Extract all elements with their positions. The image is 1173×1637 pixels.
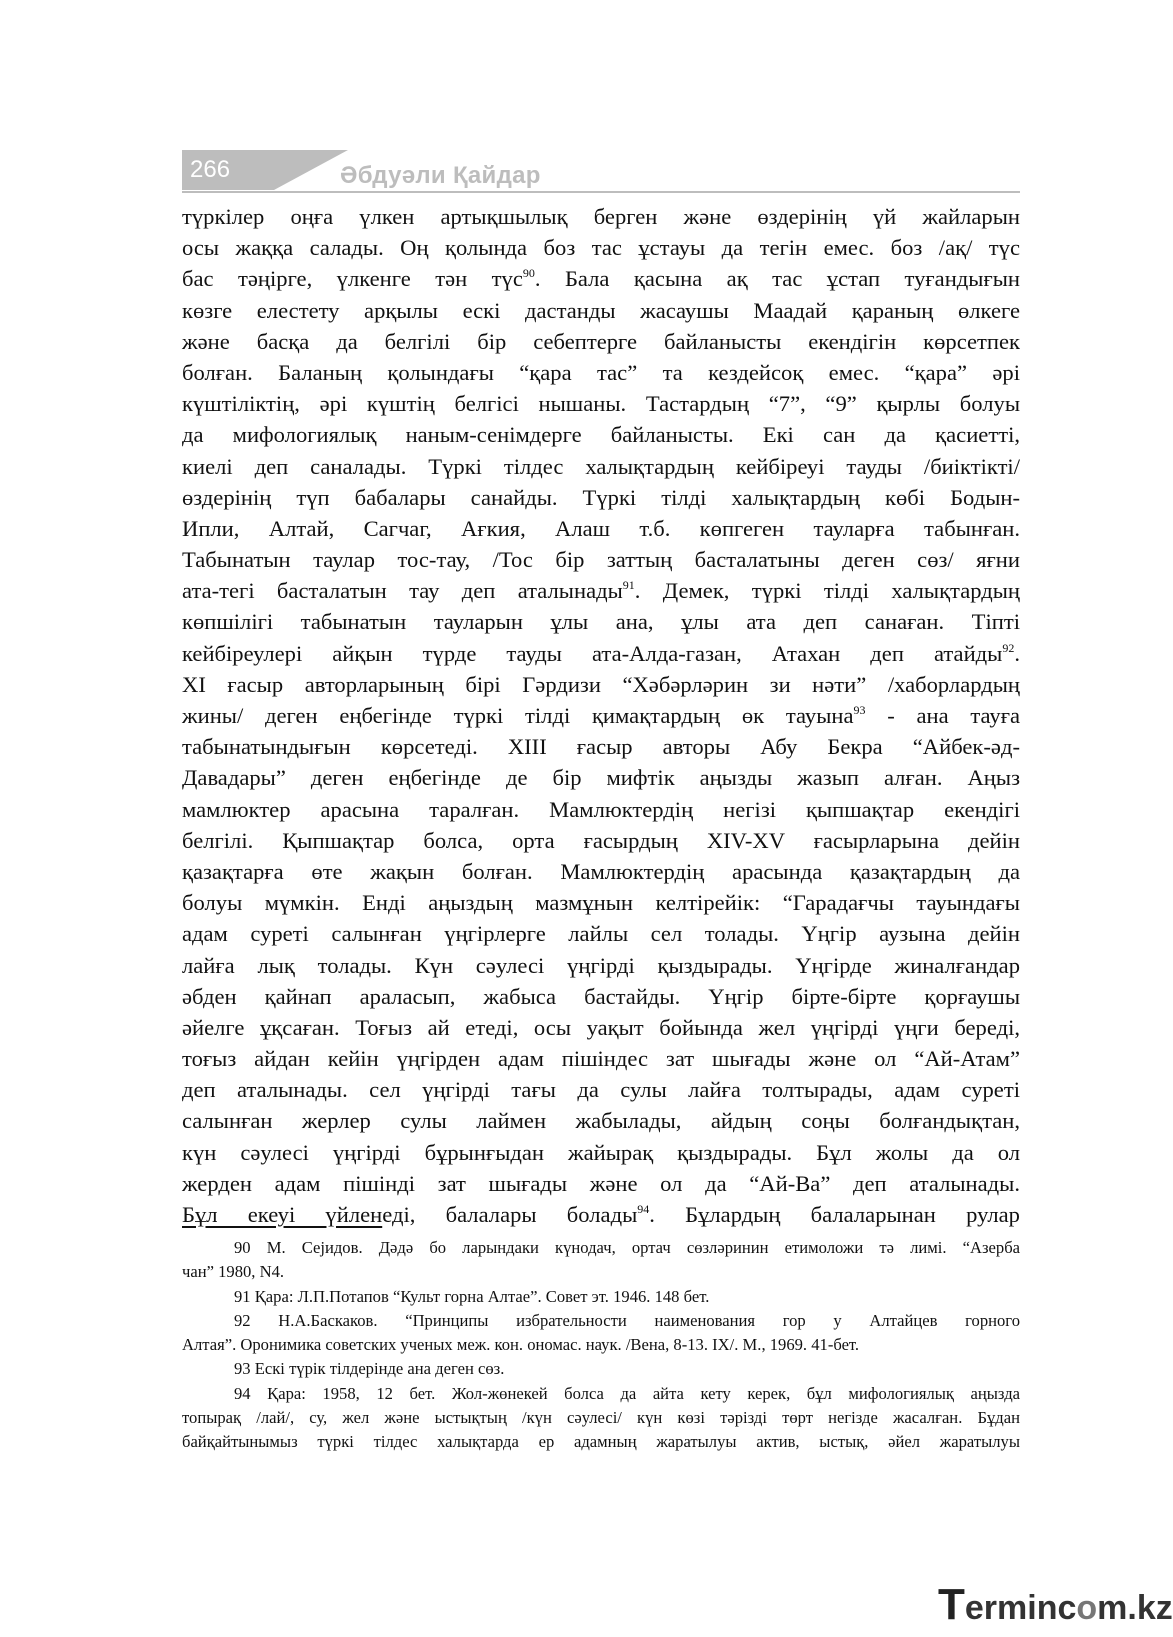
footnote-94-cont: байқайтынымыз түркі тілдес халықтарда ер адамның жаратылуы актив, ыстық, әйел жаратылуы	[182, 1432, 1020, 1452]
text-line: да мифологиялық наным-сенімдерге байланысты. Екі сан да қасиетті,	[182, 422, 1020, 448]
text-line: әбден қайнап араласып, жабыса бастайды. Үңгір бірте-бірте қорғаушы	[182, 983, 1020, 1009]
running-head-author: Әбдуәли Қайдар	[340, 162, 541, 189]
text-line: болған. Баланың қолындағы “қара тас” та кездейсоқ емес. “қара” әрі	[182, 359, 1020, 385]
text-line: Табынатын таулар тос-тау, /Тос бір заттың басталатыны деген сөз/ яғни	[182, 547, 1020, 573]
site-watermark: Termincom.kz	[938, 1580, 1173, 1629]
footnote-93: 93 Ескі түрік тілдерінде ана деген сөз.	[234, 1359, 505, 1379]
footnote-91: 91 Қара: Л.П.Потапов “Культ горна Алтае”. Совет эт. 1946. 148 бет.	[234, 1286, 710, 1306]
text-line: көзге елестету арқылы ескі дастанды жасаушы Маадай қараның өлкеге	[182, 297, 1020, 323]
text-line: бас тәңірге, үлкенге тән түс$^{90}$. Бала қасына ақ тас ұстап туғандығын	[182, 266, 1021, 292]
text-line: жерден адам пішінді зат шығады және ол да “Ай-Ва” деп аталынады.	[182, 1170, 1020, 1196]
footnote-90: 90 М. Сеjидов. Дәдә бо ларындаки күнодач, ортач сөзләринин етимоложи тә лимі. “Азерба	[234, 1238, 1020, 1257]
text-line: мамлюктер арасына таралған. Мамлюктердің негізі қыпшақтар екендігі	[182, 796, 1020, 822]
text-line: Ипли, Алтай, Сагчаг, Ағкия, Алаш т.б. көпгеген тауларға табынған.	[182, 515, 1020, 541]
text-line: XI ғасыр авторларының бірі Гәрдизи “Хәбәрләрин зи нәти” /хаборлардың	[182, 671, 1020, 697]
text-line: салынған жерлер сулы лаймен жабылады, айдың соңы болғандықтан,	[182, 1108, 1020, 1134]
text-line: болуы мүмкін. Енді аңыздың мазмұнын келтірейік: “Гарадағчы тауындағы	[182, 890, 1020, 916]
text-line: және басқа да белгілі бір себептерге байланысты екендігін көрсетпек	[182, 328, 1020, 354]
header-rule	[182, 191, 1020, 193]
footnote-92-cont: Алтая”. Оронимика советских ученых меж. кон. ономас. наук. /Вена, 8-13. IX/. М., 1969. 41-бет.	[182, 1335, 860, 1355]
footnote-ref-94[interactable]: 94	[637, 1202, 650, 1216]
text-line: киелі деп саналады. Түркі тілдес халықтардың кейбіреуі тауды /биіктікті/	[182, 453, 1020, 479]
footnote-92: 92 Н.А.Баскаков. “Принципы избрательности наименования гор у Алтайцев горного	[234, 1310, 1020, 1330]
footnote-94-cont: топырақ /лай/, су, жел және ыстықтың /күн сәулесі/ күн көзі тәрізді төрт негізде жасалған. Бұдан	[182, 1408, 1020, 1428]
underlined-phrase: Бұл екеуі үйлен	[182, 1202, 383, 1227]
page-header	[182, 150, 1020, 195]
text-line: адам суреті салынған үңгірлерге лайлы сел толады. Үңгір аузына дейін	[182, 921, 1020, 947]
page-number: 266	[182, 150, 274, 190]
text-line: өздерінің түп бабалары санайды. Түркі тілді халықтардың көбі Бодын-	[182, 484, 1020, 510]
page-tab-decoration	[274, 150, 348, 190]
body-text	[182, 201, 1020, 1230]
text-line: Бұл екеуі үйленеді, балалары болады$^{94}$. Бұлардың балаларынан рулар	[182, 1202, 1020, 1227]
text-line: күштіліктің, әрі күштің белгісі нышаны. Тастардың “7”, “9” қырлы болуы	[182, 391, 1020, 417]
footnote-ref-92[interactable]: 92	[1002, 640, 1015, 655]
text-line: қазақтарға өте жақын болған. Мамлюктердің арасында қазақтардың да	[182, 858, 1020, 884]
text-line: кейбіреулері айқын түрде тауды ата-Алда-газан, Атахан деп атайды$^{92}$.	[182, 640, 1020, 666]
text-line: деп аталынады. сел үңгірді тағы да сулы лайға толтырады, адам суреті	[182, 1077, 1020, 1103]
text-line: әйелге ұқсаған. Тоғыз ай етеді, осы уақыт бойында жел үңгірді үңги береді,	[182, 1014, 1020, 1040]
text-line: көпшілігі табынатын тауларын ұлы ана, ұлы ата деп санаған. Тіпті	[182, 609, 1020, 635]
text-line: табынатындығын көрсетеді. XIII ғасыр авторы Абу Бекра “Айбек-әд-	[182, 734, 1020, 760]
text-line: ата-тегі басталатын тау деп аталынады$^{91}$. Демек, түркі тілді халықтардың	[182, 578, 1020, 604]
footnote-ref-93[interactable]: 93	[853, 703, 866, 717]
text-line: тоғыз айдан кейін үңгірден адам пішіндес зат шығады және ол “Ай-Атам”	[182, 1046, 1020, 1072]
footnote-90-cont: чан” 1980, N4.	[182, 1262, 285, 1282]
text-line: лайға лық толады. Күн сәулесі үңгірді қыздырады. Үңгірде жиналғандар	[182, 952, 1020, 978]
text-line: осы жаққа салады. Оң қолында боз тас ұстауы да тегін емес. боз /ақ/ түс	[182, 235, 1020, 261]
footnote-ref-91[interactable]: 91	[622, 578, 635, 593]
text-line: түркілер оңға үлкен артықшылық берген және өздерінің үй жайларын	[182, 204, 1020, 229]
footnote-ref-90[interactable]: 90	[522, 266, 535, 281]
text-line: жины/ деген еңбегінде түркі тілді қимақтардың өк тауына$^{93}$ - ана тауға	[182, 703, 1020, 728]
footnotes	[182, 1236, 1020, 1455]
text-line: белгілі. Қыпшақтар болса, орта ғасырдың XIV-XV ғасырларына дейін	[182, 827, 1020, 853]
footnote-94: 94 Қара: 1958, 12 бет. Жол-жөнекей болса да айта кету керек, бұл мифологиялық аңызда	[234, 1383, 1020, 1403]
text-line: Давадары” деген еңбегінде де бір мифтік аңызды жазып алған. Аңыз	[182, 765, 1020, 791]
text-line: күн сәулесі үңгірді бұрынғыдан жайырақ қыздырады. Бұл жолы да ол	[182, 1139, 1020, 1165]
